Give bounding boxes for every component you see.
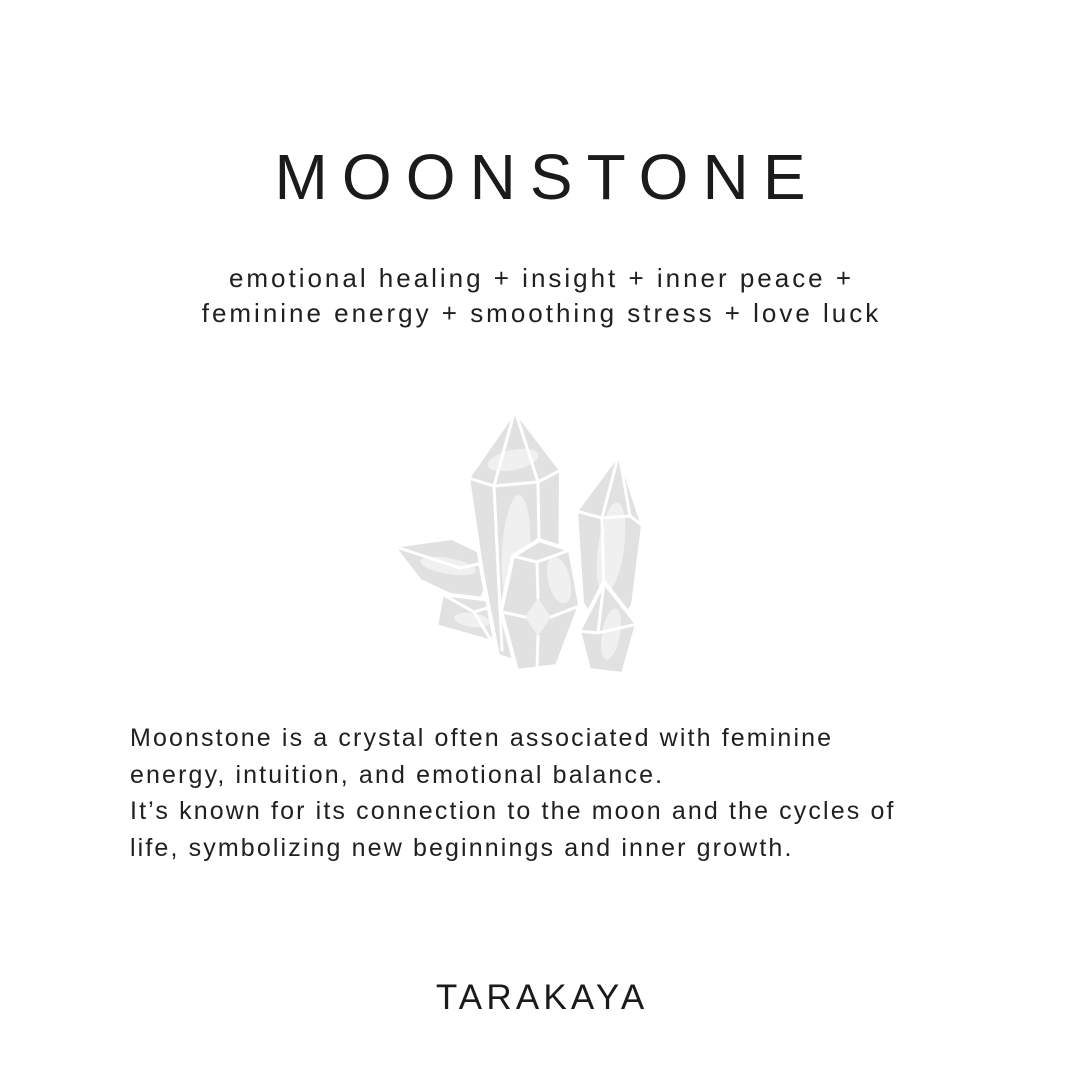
description-line-3: It’s known for its connection to the moon and the cycles of	[130, 797, 896, 825]
properties-subtitle	[0, 261, 1080, 331]
description-paragraph	[130, 720, 980, 866]
subtitle-line-1: emotional healing + insight + inner peace +	[228, 263, 855, 293]
description-line-2: energy, intuition, and emotional balance.	[130, 760, 665, 789]
front-center-crystal	[501, 540, 580, 671]
description-line-4: life, symbolizing new beginnings and inner growth.	[130, 833, 794, 862]
description-line-1: Moonstone is a crystal often associated with feminine	[130, 724, 834, 752]
crystal-cluster-illustration	[390, 398, 690, 688]
brand-name: TARAKAYA	[435, 978, 649, 1017]
page-title: MOONSTONE	[274, 141, 820, 213]
subtitle-line-2: feminine energy + smoothing stress + love luck	[201, 298, 882, 328]
